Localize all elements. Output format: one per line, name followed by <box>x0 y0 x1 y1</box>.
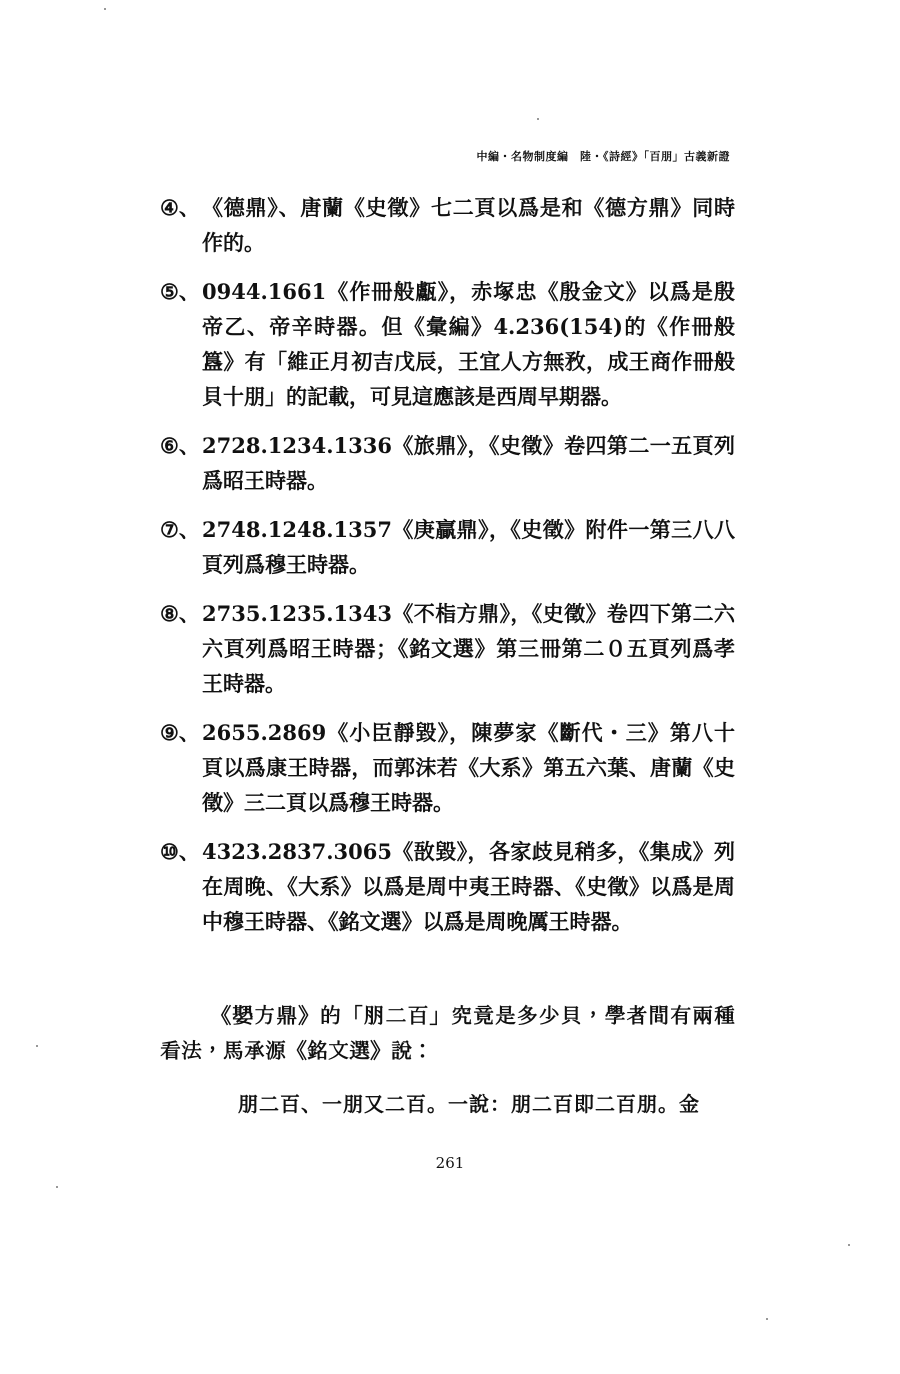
footnote-text: 2728.1234.1336《旅鼎》，《史徵》卷四第二一五頁列爲昭王時器。 <box>202 433 735 493</box>
footnote-item <box>160 596 735 701</box>
footnote-text: 2735.1235.1343《不栺方鼎》，《史徵》卷四下第二六六頁列爲昭王時器；《銘文選》第三冊第二０五頁列爲孝王時器。 <box>202 601 735 696</box>
body-paragraph: 《𡢁方鼎》的「朋二百」究竟是多少貝，學者間有兩種看法，馬承源《銘文選》說： <box>160 1003 735 1063</box>
footnote-list <box>160 190 735 953</box>
footnote-item <box>160 190 735 260</box>
footnote-marker: ⑥、 <box>160 433 200 458</box>
scan-speck <box>848 1244 850 1246</box>
footnote-item <box>160 428 735 498</box>
footnote-text: 2748.1248.1357《庚贏鼎》，《史徵》附件一第三八八頁列爲穆王時器。 <box>202 517 735 577</box>
footnote-marker: ⑩、 <box>160 839 200 864</box>
running-header: 中編・名物制度編 陸・《詩經》「百朋」古義新證 <box>476 150 730 163</box>
footnote-marker: ⑨、 <box>160 720 200 745</box>
scan-speck <box>537 118 539 120</box>
footnote-marker: ⑧、 <box>160 601 200 626</box>
block-quote: 朋二百、一朋又二百。一說：朋二百即二百朋。金 <box>238 1092 700 1116</box>
footnote-item <box>160 834 735 939</box>
scan-speck <box>36 1045 38 1047</box>
footnote-marker: ⑦、 <box>160 517 200 542</box>
footnote-marker: ⑤、 <box>160 279 200 304</box>
footnote-text: 4323.2837.3065《敔毀》，各家歧見稍多，《集成》列在周晚、《大系》以爲是周中夷王時器、《史徵》以爲是周中穆王時器、《銘文選》以爲是周晚厲王時器。 <box>202 839 735 934</box>
scan-speck <box>104 8 106 10</box>
footnote-text: 《德鼎》、唐蘭《史徵》七二頁以爲是和《德方鼎》同時作的。 <box>202 195 735 255</box>
scan-speck <box>766 1318 768 1320</box>
footnote-text: 2655.2869《小臣靜毀》，陳夢家《斷代・三》第八十頁以爲康王時器，而郭沫若《大系》第五六葉、唐蘭《史徵》三二頁以爲穆王時器。 <box>202 720 735 815</box>
page-number: 261 <box>435 1154 465 1172</box>
footnote-item <box>160 715 735 820</box>
footnote-item <box>160 512 735 582</box>
scan-speck <box>56 1186 58 1188</box>
footnote-text: 0944.1661《作冊般甗》，赤塚忠《殷金文》以爲是殷帝乙、帝辛時器。但《彙編》4.236(154)的《作冊般簋》有「維正月初吉戊辰，王宜人方無敄，成王商作冊般貝十朋」的記載，可見這應該是西周早期器。 <box>202 279 735 409</box>
footnote-item <box>160 274 735 414</box>
footnote-marker: ④、 <box>160 195 200 220</box>
